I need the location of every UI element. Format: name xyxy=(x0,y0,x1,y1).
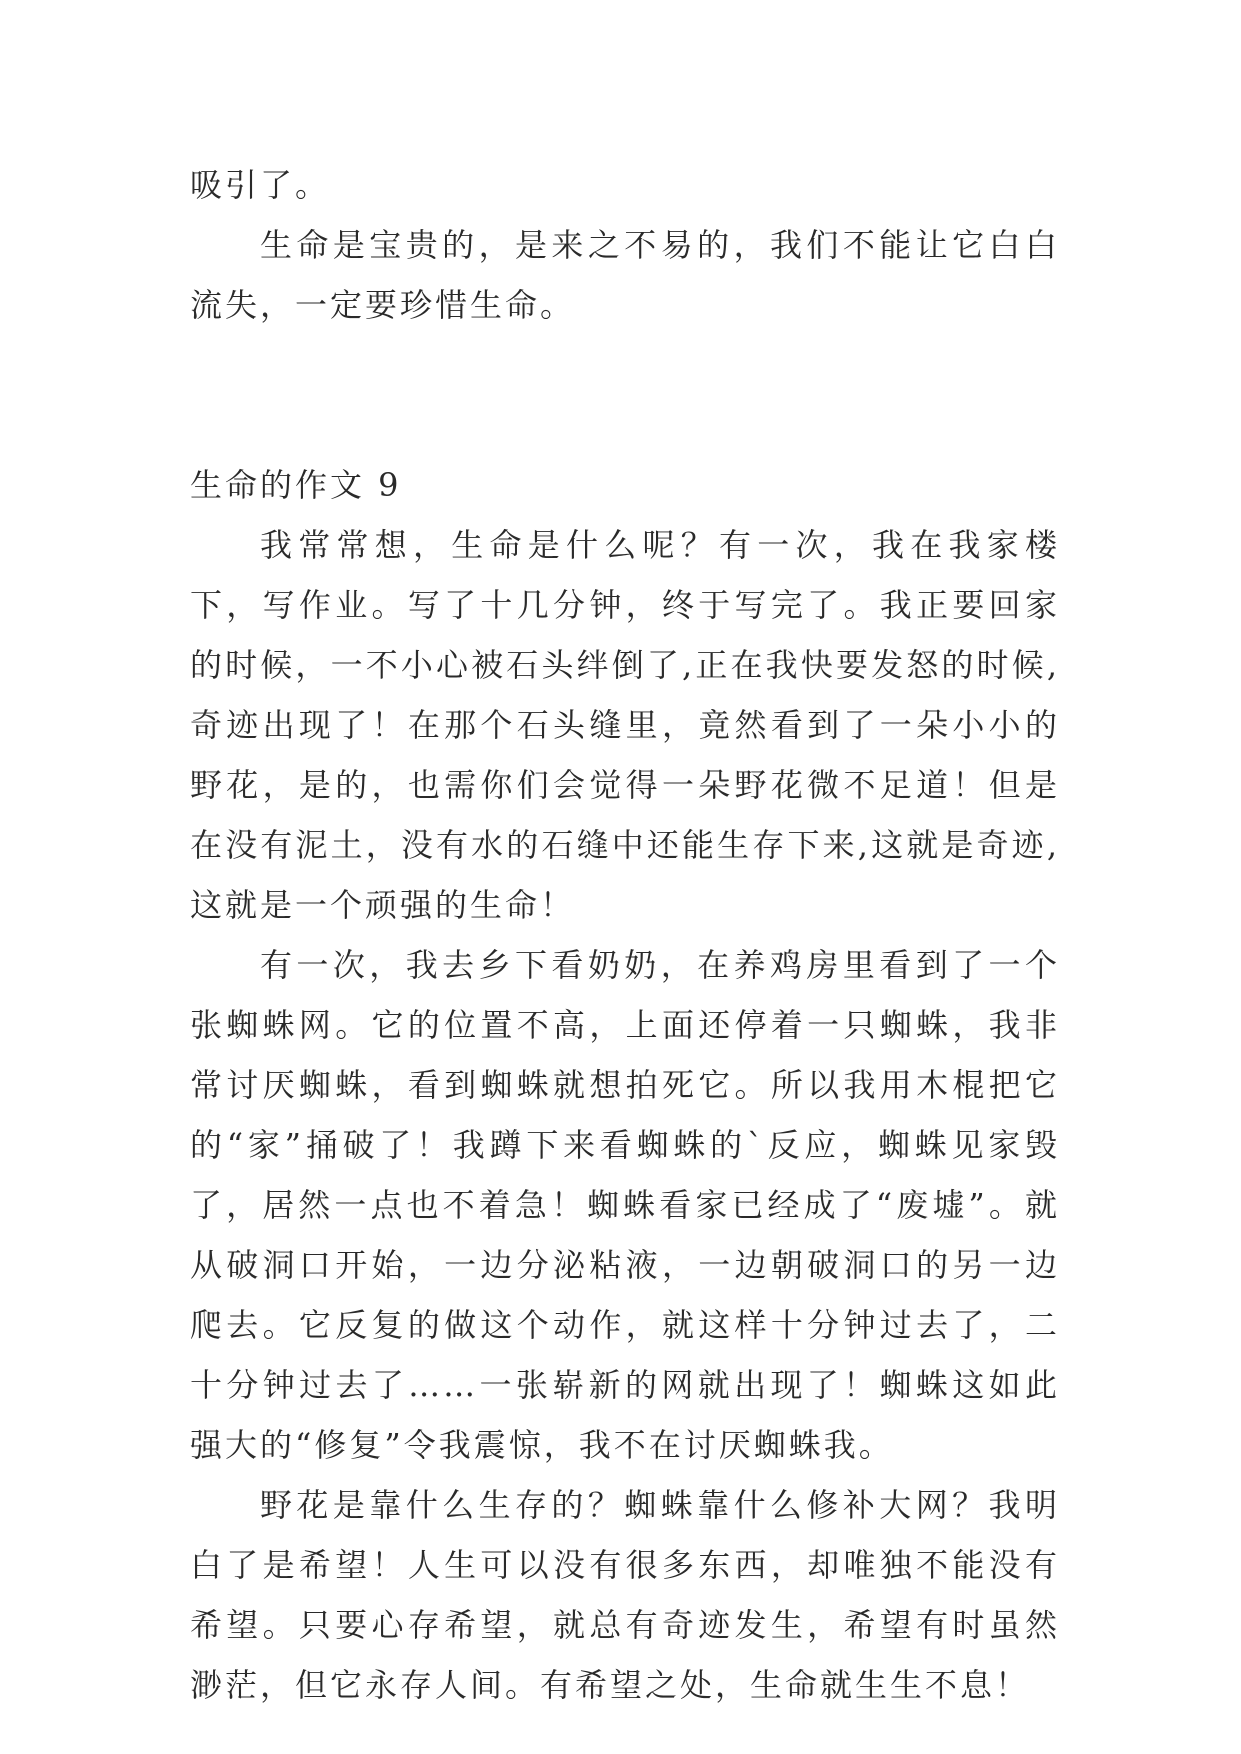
paragraph-wildflower: 我常常想，生命是什么呢？有一次，我在我家楼下，写作业。写了十几分钟，终于写完了。我正要回家的时候，一不小心被石头绊倒了,正在我快要发怒的时候,奇迹出现了！在那个石头缝里，竟然看到了一朵小小的野花，是的，也需你们会觉得一朵野花微不足道！但是在没有泥土，没有水的石缝中还能生存下来,这就是奇迹,这就是一个顽强的生命！ xyxy=(190,526,1060,924)
paragraph-spider: 有一次，我去乡下看奶奶，在养鸡房里看到了一个张蜘蛛网。它的位置不高，上面还停着一只蜘蛛，我非常讨厌蜘蛛，看到蜘蛛就想拍死它。所以我用木棍把它的“家”捅破了！我蹲下来看蜘蛛的`反应，蜘蛛见家毁了，居然一点也不着急！蜘蛛看家已经成了“废墟”。就从破洞口开始，一边分泌粘液，一边朝破洞口的另一边爬去。它反复的做这个动作，就这样十分钟过去了，二十分钟过去了……一张崭新的网就出现了！蜘蛛这如此强大的“修复”令我震惊，我不在讨厌蜘蛛我。 xyxy=(190,946,1060,1464)
section-title: 生命的作文 9 xyxy=(190,466,402,504)
paragraph-conclusion: 生命是宝贵的，是来之不易的，我们不能让它白白流失，一定要珍惜生命。 xyxy=(190,226,1060,324)
paragraph-continuation: 吸引了。 xyxy=(190,166,331,204)
document-body xyxy=(190,155,1060,1715)
paragraph-hope: 野花是靠什么生存的？蜘蛛靠什么修补大网？我明白了是希望！人生可以没有很多东西，却唯独不能没有希望。只要心存希望，就总有奇迹发生，希望有时虽然渺茫，但它永存人间。有希望之处，生命就生生不息！ xyxy=(190,1486,1060,1704)
